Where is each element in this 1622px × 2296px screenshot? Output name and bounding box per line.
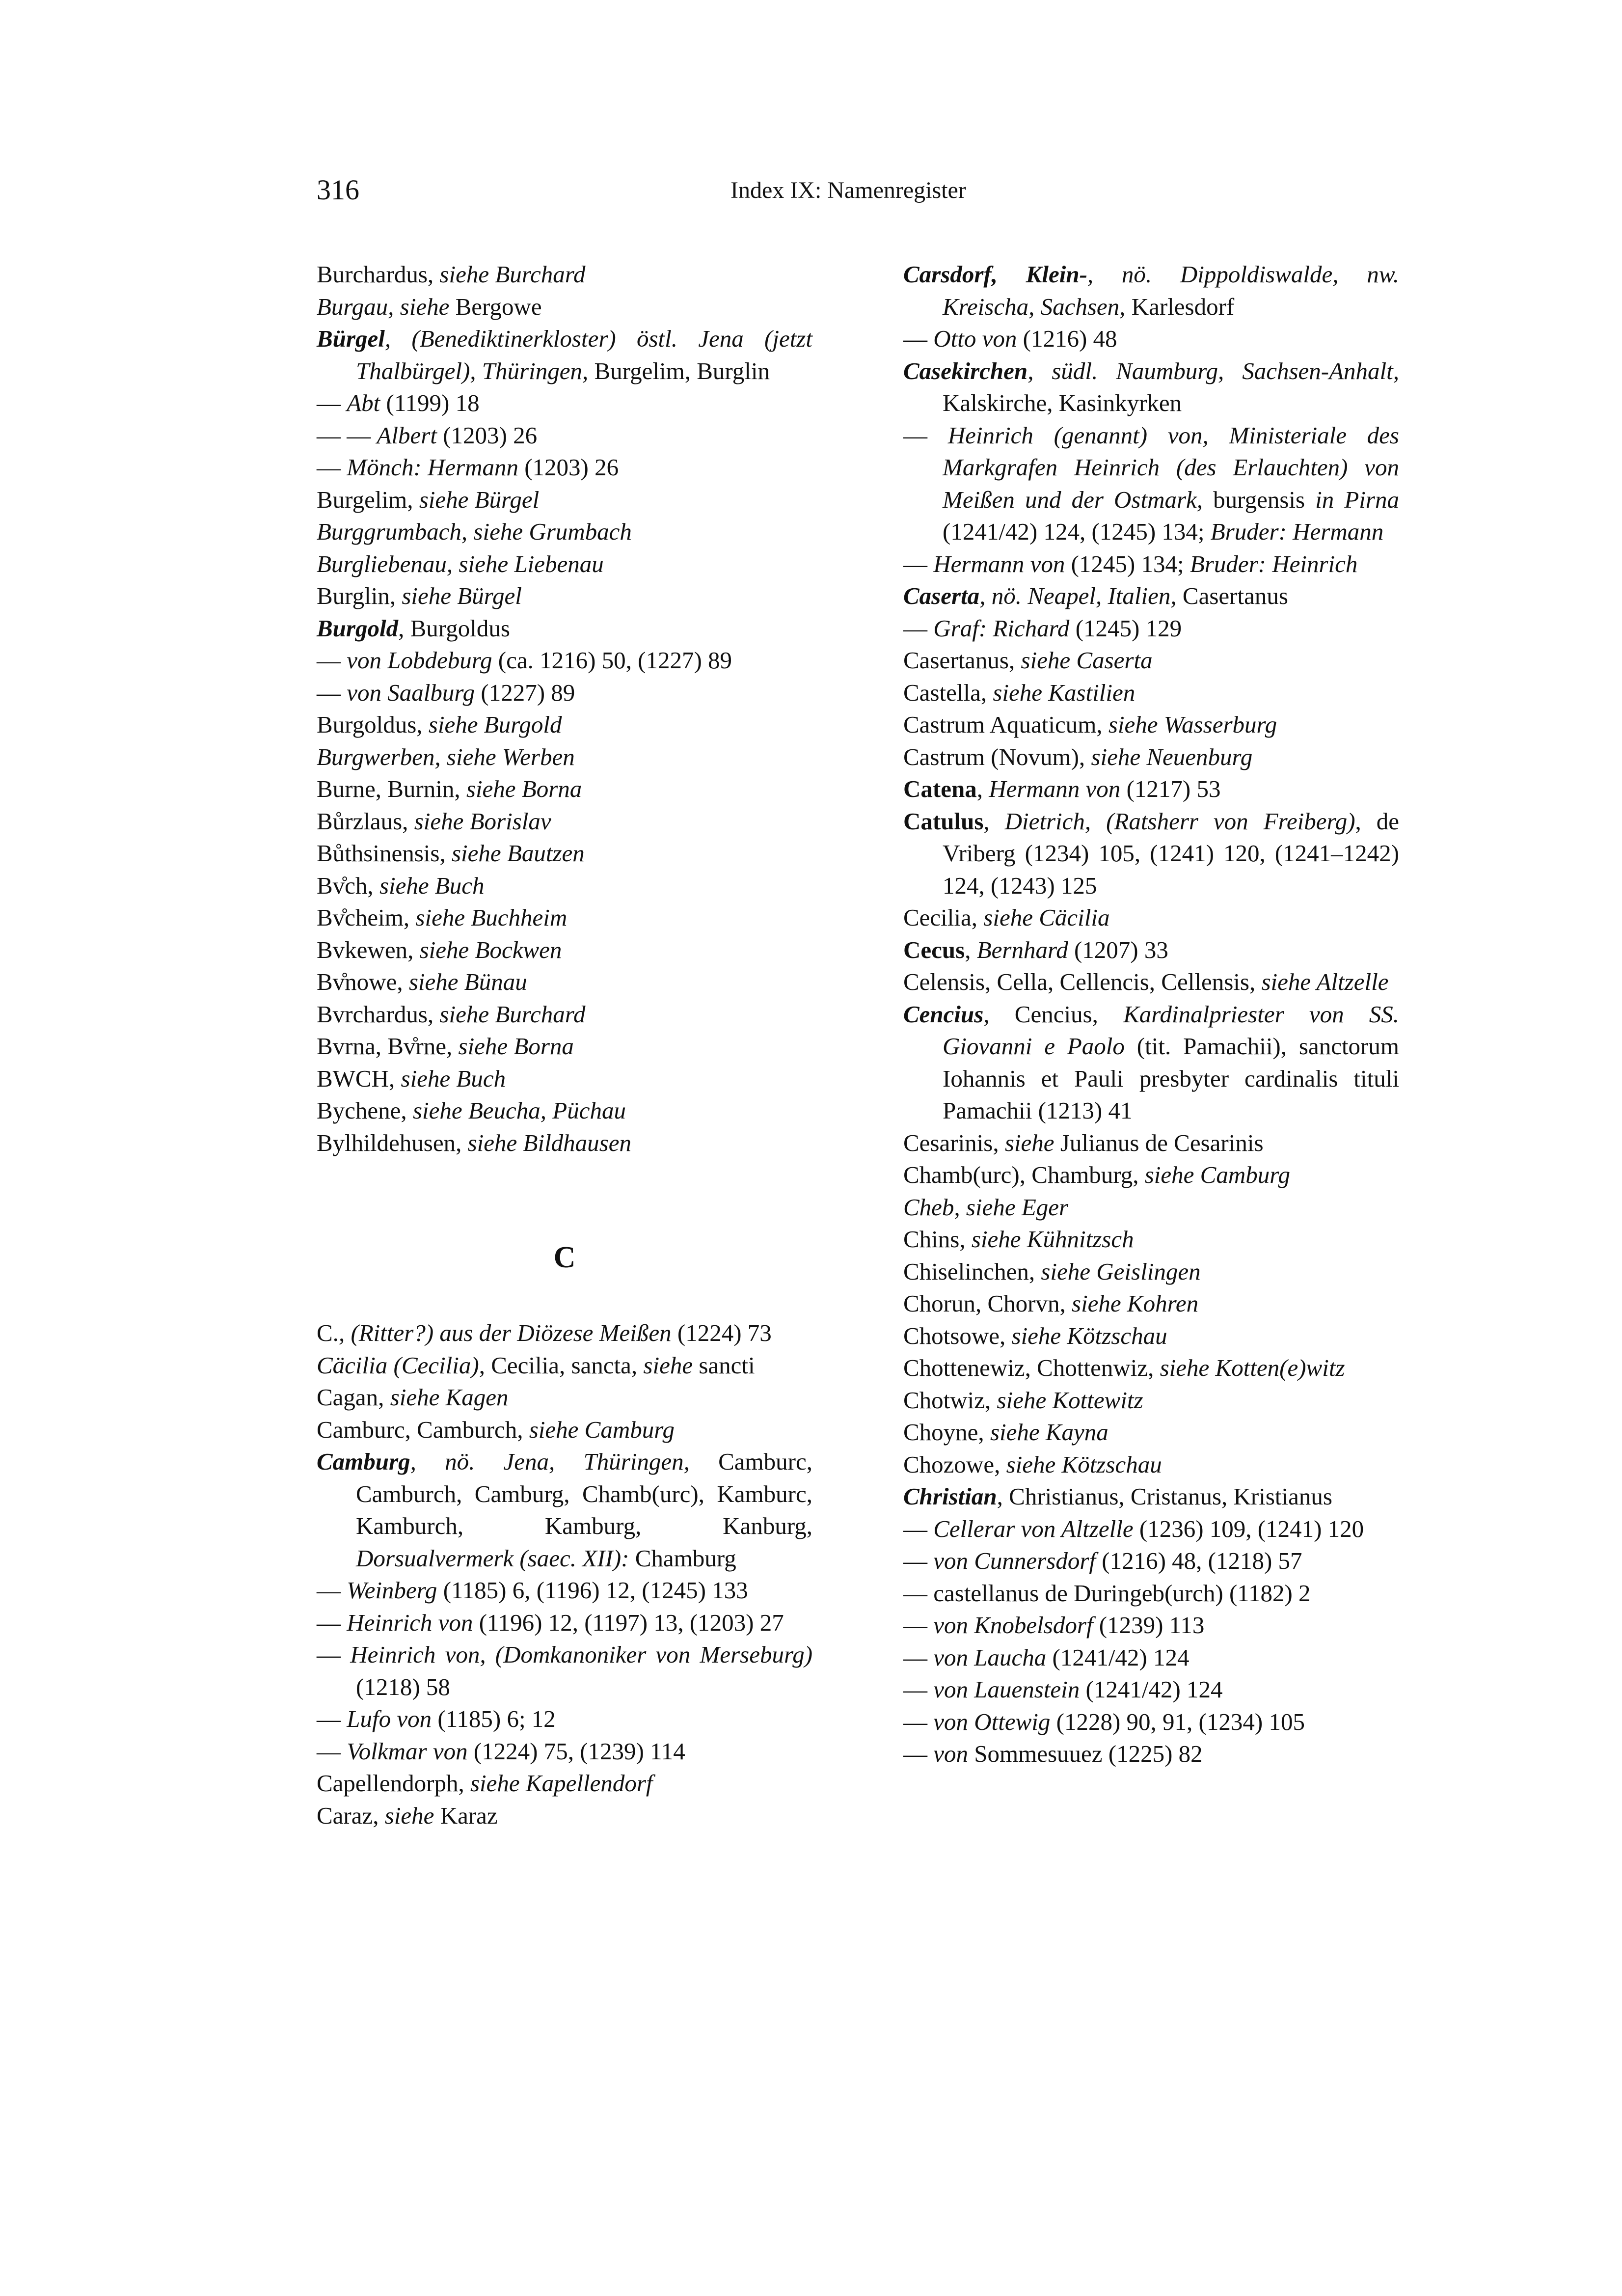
index-entry <box>903 1127 1399 1159</box>
entry-text: siehe Kötzschau <box>1011 1322 1167 1349</box>
entry-text: — <box>903 614 934 642</box>
entry-text: siehe Burgold <box>428 711 562 738</box>
entry-text: Burgelim, <box>317 486 419 513</box>
entry-text: von Lobdeburg <box>347 647 492 674</box>
index-subentry <box>903 1609 1399 1641</box>
entry-text: (1245) 134; <box>1065 550 1190 577</box>
entry-headword: Bürgel <box>317 325 385 352</box>
entry-text: Karaz <box>434 1802 498 1829</box>
entry-text: Weinberg <box>347 1577 437 1604</box>
index-entry <box>317 902 812 934</box>
index-entry <box>903 934 1399 966</box>
entry-text: Chottenewiz, Chottenwiz, <box>903 1354 1160 1381</box>
entry-text: (ca. 1216) 50, (1227) 89 <box>492 647 732 674</box>
entry-text: (1239) 113 <box>1093 1612 1205 1639</box>
index-entry <box>903 1159 1399 1191</box>
entry-text: — <box>903 1547 934 1574</box>
entry-text: , <box>983 807 1005 835</box>
entry-text: Mönch: Hermann <box>347 454 518 481</box>
index-entry <box>903 1320 1399 1352</box>
index-entry <box>903 741 1399 773</box>
page-number: 316 <box>317 174 359 206</box>
entry-text: siehe Borislav <box>414 807 551 835</box>
entry-text: (tit. Pamachii), sanctorum Iohannis et Pauli presbyter cardinalis tituli Pamachii (1213) 41 <box>943 1033 1399 1124</box>
entry-text: Albert <box>377 421 437 449</box>
entry-text: — <box>903 1676 934 1703</box>
entry-text: Bvkewen, <box>317 936 420 963</box>
entry-text: Chamb(urc), Chamburg, <box>903 1161 1145 1188</box>
index-subentry <box>903 1738 1399 1770</box>
entry-headword: Christian <box>903 1483 997 1510</box>
entry-text: Hermann von <box>933 550 1065 577</box>
index-entry <box>317 291 812 323</box>
index-entry <box>903 1191 1399 1224</box>
entry-text: Bvrchardus, <box>317 1000 440 1028</box>
index-subentry <box>903 1673 1399 1706</box>
entry-headword: Caserta <box>903 582 980 609</box>
index-subentry <box>903 1577 1399 1610</box>
index-entry <box>317 773 812 805</box>
index-entry <box>317 709 812 741</box>
entry-text: siehe Kagen <box>390 1384 509 1411</box>
entry-text: Burgau, siehe <box>317 293 456 320</box>
index-entry <box>317 1094 812 1127</box>
index-entry <box>317 1030 812 1063</box>
index-entry <box>317 548 812 580</box>
index-entry <box>903 1223 1399 1256</box>
entry-text: Bychene, <box>317 1097 413 1124</box>
entry-text: siehe Geislingen <box>1041 1257 1201 1285</box>
index-entry <box>903 580 1399 612</box>
entry-text: siehe Burchard <box>439 1000 586 1028</box>
entry-text: siehe Kötzschau <box>1006 1450 1162 1478</box>
entry-text: Burggrumbach, siehe Grumbach <box>317 518 632 545</box>
entry-text: Dietrich, (Ratsherr von Freiberg) <box>1004 807 1355 835</box>
index-entry <box>903 258 1399 323</box>
index-entry <box>903 1287 1399 1320</box>
entry-text: (1216) 48, (1218) 57 <box>1096 1547 1302 1574</box>
entry-text: Bv̊ch, <box>317 872 379 899</box>
entry-text: Chiselinchen, <box>903 1257 1041 1285</box>
entry-text: (1185) 6, (1196) 12, (1245) 133 <box>437 1577 748 1604</box>
index-entry <box>317 612 812 645</box>
entry-text: Cellerar von Altzelle <box>933 1515 1134 1542</box>
entry-text: (1207) 33 <box>1068 936 1168 963</box>
entry-text: Karlesdorf <box>1131 293 1235 320</box>
entry-text: Bernhard <box>976 936 1068 963</box>
entry-text: siehe Kastilien <box>993 679 1135 706</box>
entry-text: siehe Kottewitz <box>997 1386 1143 1414</box>
entry-text: , <box>965 936 977 963</box>
entry-text: Cesarinis, <box>903 1129 1005 1156</box>
index-subentry <box>903 548 1399 580</box>
index-entry <box>317 805 812 838</box>
entry-text: , Cencius, <box>983 1000 1124 1028</box>
entry-text: Burgliebenau, siehe Liebenau <box>317 550 604 577</box>
entry-text: , de Vriberg (1234) 105, (1241) 120, (1241–1242) 124, (1243) 125 <box>943 807 1400 899</box>
running-title: Index IX: Namenregister <box>730 177 966 203</box>
entry-text: (1185) 6; 12 <box>432 1705 556 1732</box>
index-subentry <box>317 644 812 677</box>
index-entry <box>317 580 812 612</box>
entry-text: , Christianus, Cristanus, Kristianus <box>997 1483 1332 1510</box>
entry-text: (1241/42) 124, (1245) 134; <box>943 518 1211 545</box>
index-entry <box>903 677 1399 709</box>
index-entry <box>317 934 812 966</box>
index-entry <box>903 902 1399 934</box>
index-subentry <box>903 419 1399 548</box>
entry-text: Heinrich von, (Domkanoniker von Merseburg) <box>350 1641 813 1668</box>
index-entry <box>317 484 812 516</box>
entry-text: Julianus de Cesarinis <box>1054 1129 1264 1156</box>
index-entry <box>903 355 1399 419</box>
entry-text: siehe <box>384 1802 434 1829</box>
entry-text: Castrum Aquaticum, <box>903 711 1108 738</box>
index-entry <box>317 837 812 870</box>
entry-text: — <box>317 1705 347 1732</box>
entry-text: BWCH, <box>317 1065 401 1092</box>
entry-text: siehe Cäcilia <box>983 904 1110 931</box>
entry-text: Burne, Burnin, <box>317 775 466 802</box>
entry-text: (1196) 12, (1197) 13, (1203) 27 <box>473 1609 784 1636</box>
index-entry <box>903 998 1399 1127</box>
entry-text: siehe Camburg <box>1144 1161 1290 1188</box>
entry-text: Kalskirche, Kasinkyrken <box>943 389 1182 416</box>
entry-text: , Cecilia, sancta, <box>479 1351 644 1379</box>
entry-text: Capellendorph, <box>317 1770 470 1797</box>
entry-text: siehe <box>643 1351 693 1379</box>
entry-text: siehe Kayna <box>990 1419 1108 1446</box>
entry-text: Bv̊cheim, <box>317 904 416 931</box>
entry-text: — <box>317 1641 351 1668</box>
entry-text: siehe Altzelle <box>1261 968 1389 995</box>
entry-text: — <box>903 1515 934 1542</box>
index-entry <box>317 1127 812 1159</box>
entry-text: C. <box>317 1319 339 1346</box>
entry-text: Cagan, <box>317 1384 390 1411</box>
index-entry <box>317 1414 812 1446</box>
entry-text: — — <box>317 421 377 449</box>
index-entry <box>317 870 812 902</box>
entry-text: — <box>903 325 934 352</box>
entry-text: siehe Wasserburg <box>1108 711 1277 738</box>
entry-headword: Catulus <box>903 807 984 835</box>
entry-text: Kardinalpriester von SS. Giovanni e Paolo <box>943 1000 1399 1060</box>
entry-headword: Burgold <box>317 614 399 642</box>
entry-text: (1216) 48 <box>1017 325 1117 352</box>
entry-text: siehe Bürgel <box>419 486 540 513</box>
index-entry <box>317 516 812 548</box>
entry-text: (1241/42) 124 <box>1046 1643 1189 1671</box>
entry-text: Burchardus, <box>317 261 440 288</box>
entry-text: , Burgoldus <box>398 614 510 642</box>
index-subentry <box>903 1641 1399 1674</box>
entry-text: Burglin, <box>317 582 402 609</box>
entry-text: siehe Bünau <box>408 968 527 995</box>
entry-text: siehe Bockwen <box>419 936 562 963</box>
index-subentry <box>903 1513 1399 1545</box>
entry-text: siehe Burchard <box>439 261 586 288</box>
entry-text: Otto von <box>933 325 1017 352</box>
index-entry <box>903 1256 1399 1288</box>
entry-text: Celensis, Cella, Cellencis, Cellensis, <box>903 968 1262 995</box>
entry-text: von Ottewig <box>933 1708 1051 1735</box>
entry-text: — <box>317 1609 347 1636</box>
entry-text: — <box>317 1737 347 1765</box>
entry-text: Bůthsinensis, <box>317 840 452 867</box>
entry-text: siehe Bildhausen <box>467 1129 631 1156</box>
entry-text: Choyne, <box>903 1419 990 1446</box>
index-entry <box>317 1349 812 1382</box>
entries-c-right <box>903 258 1399 1770</box>
entry-text: Cäcilia (Cecilia) <box>317 1351 479 1379</box>
entry-text: — <box>317 454 347 481</box>
index-subentry <box>317 451 812 484</box>
entry-headword: Camburg <box>317 1448 410 1475</box>
entry-text: (1241/42) 124 <box>1080 1676 1223 1703</box>
index-entry <box>317 998 812 1031</box>
entry-text: siehe Bautzen <box>451 840 585 867</box>
entry-text: — <box>903 1643 934 1671</box>
index-entry <box>903 709 1399 741</box>
entry-text: — <box>903 1612 934 1639</box>
entry-text: Castella, <box>903 679 993 706</box>
entry-text: Burgelim, Burglin <box>594 357 770 384</box>
entry-text: von Lauenstein <box>933 1676 1080 1703</box>
entry-text: — <box>317 389 347 416</box>
entry-text: siehe Borna <box>458 1033 574 1060</box>
index-subentry <box>317 1639 812 1703</box>
entry-text: siehe Borna <box>466 775 582 802</box>
entry-text: Dorsualvermerk (saec. XII): <box>356 1544 629 1572</box>
index-entry <box>903 1480 1399 1513</box>
entry-text: siehe Neuenburg <box>1091 743 1253 770</box>
entry-text: — <box>317 647 347 674</box>
entry-text: Burgoldus, <box>317 711 429 738</box>
entry-text: siehe Kotten(e)witz <box>1160 1354 1345 1381</box>
entry-text: (1227) 89 <box>475 679 575 706</box>
index-entry <box>903 1416 1399 1449</box>
entry-text: siehe Bürgel <box>402 582 522 609</box>
entry-text: von Saalburg <box>347 679 475 706</box>
index-subentry <box>903 1545 1399 1577</box>
entry-text: Caraz, <box>317 1802 385 1829</box>
entry-text: Chins, <box>903 1226 972 1253</box>
entry-text: von Laucha <box>933 1643 1047 1671</box>
entry-text: siehe Kühnitzsch <box>971 1226 1134 1253</box>
entry-text: (1224) 73 <box>671 1319 772 1346</box>
entry-text: — <box>317 679 347 706</box>
entry-headword: Cecus <box>903 936 965 963</box>
index-subentry <box>317 419 812 452</box>
index-entry <box>903 1384 1399 1417</box>
index-entry <box>903 773 1399 805</box>
entry-text: Camburc, Camburch, <box>317 1416 529 1443</box>
entry-text: (1203) 26 <box>436 421 538 449</box>
index-entry <box>317 1800 812 1832</box>
index-subentry <box>903 612 1399 645</box>
entry-text: , nö. Jena, Thüringen, <box>410 1448 719 1475</box>
entry-text: — <box>903 1740 934 1767</box>
entry-text: (1199) 18 <box>380 389 480 416</box>
entry-headword: Cencius <box>903 1000 984 1028</box>
index-subentry <box>317 1703 812 1735</box>
entry-text: sancti <box>693 1351 755 1379</box>
entry-text: Chotwiz, <box>903 1386 997 1414</box>
entry-text: , nö. Neapel, Italien, <box>979 582 1183 609</box>
entry-text: , <box>976 775 989 802</box>
entries-c-left <box>317 1317 812 1831</box>
entry-text: Bruder: Hermann <box>1210 518 1384 545</box>
index-entry <box>903 1352 1399 1384</box>
entry-text: , (Ritter?) aus der Diözese Meißen <box>338 1319 672 1346</box>
entry-text: Bylhildehusen, <box>317 1129 468 1156</box>
index-entry <box>317 966 812 998</box>
index-subentry <box>317 677 812 709</box>
entry-text: Casertanus, <box>903 647 1021 674</box>
entry-text: von Knobelsdorf <box>933 1612 1093 1639</box>
entry-text: (1217) 53 <box>1120 775 1221 802</box>
entry-headword: Carsdorf, Klein- <box>903 261 1087 288</box>
entry-text: Casertanus <box>1182 582 1288 609</box>
entry-text: Cheb, siehe Eger <box>903 1193 1069 1221</box>
index-entry <box>317 1063 812 1095</box>
entry-text: — castellanus de Duringeb(urch) (1182) 2 <box>903 1579 1311 1607</box>
index-entry <box>903 644 1399 677</box>
entry-headword: Casekirchen <box>903 357 1028 384</box>
entry-text: siehe Buch <box>401 1065 506 1092</box>
entry-text: — <box>903 421 948 449</box>
entry-text: Cecilia, <box>903 904 984 931</box>
entry-text: von Cunnersdorf <box>933 1547 1096 1574</box>
entry-headword: Catena <box>903 775 977 802</box>
entry-text: (1245) 129 <box>1069 614 1182 642</box>
entry-text: (1203) 26 <box>518 454 619 481</box>
index-entry <box>317 741 812 773</box>
entry-text: — <box>903 1708 934 1735</box>
index-entry <box>903 1449 1399 1481</box>
index-entry <box>317 1381 812 1414</box>
entry-text: (1236) 109, (1241) 120 <box>1133 1515 1364 1542</box>
entry-text: Bůrzlaus, <box>317 807 414 835</box>
left-index-column <box>317 258 812 1831</box>
entry-text: (1218) 58 <box>356 1673 450 1700</box>
entry-text: Burgwerben, siehe Werben <box>317 743 575 770</box>
entry-text: Chotsowe, <box>903 1322 1012 1349</box>
entry-text: Abt <box>347 389 380 416</box>
entry-text: Castrum (Novum), <box>903 743 1091 770</box>
entry-text: siehe Kapellendorf <box>470 1770 653 1797</box>
entry-text: siehe Beucha, Püchau <box>412 1097 626 1124</box>
index-subentry <box>317 1574 812 1607</box>
index-entry <box>903 805 1399 902</box>
entry-text: , nö. Dippoldiswalde, nw. Kreischa, Sachsen, <box>943 261 1400 320</box>
entry-text: Sommesuuez (1225) 82 <box>968 1740 1203 1767</box>
entry-text: Heinrich von <box>347 1609 473 1636</box>
index-subentry <box>317 387 812 419</box>
entry-text: Graf: Richard <box>933 614 1070 642</box>
entry-text: siehe Buchheim <box>415 904 568 931</box>
entry-text: , südl. Naumburg, Sachsen-Anhalt, <box>1027 357 1399 384</box>
entry-text: Bruder: Heinrich <box>1189 550 1358 577</box>
entry-text: Volkmar von <box>347 1737 468 1765</box>
entries-b <box>317 258 812 1159</box>
index-entry <box>317 1767 812 1800</box>
entry-text: Bvrna, Bv̊rne, <box>317 1033 459 1060</box>
index-subentry <box>903 323 1399 355</box>
right-index-column <box>903 258 1399 1770</box>
index-entry <box>903 966 1399 998</box>
entry-text: siehe Caserta <box>1021 647 1153 674</box>
entry-text: burgensis <box>1213 486 1316 513</box>
entry-text: Hermann von <box>989 775 1121 802</box>
entry-text: Heinrich (genannt) von, Ministeriale des Markgrafen Heinrich (des Erlauchten) von Meißen und der Ostmark, <box>943 421 1400 513</box>
entry-text: — <box>903 550 934 577</box>
entry-text: siehe Buch <box>379 872 485 899</box>
entry-text: von <box>933 1740 968 1767</box>
index-subentry <box>317 1607 812 1639</box>
entry-text: Bergowe <box>455 293 542 320</box>
entry-text: siehe Kohren <box>1072 1290 1199 1317</box>
entry-text: in Pirna <box>1315 486 1399 513</box>
entry-text: Chamburg <box>629 1544 736 1572</box>
entry-text: Bv̊nowe, <box>317 968 409 995</box>
index-subentry <box>903 1706 1399 1738</box>
index-entry <box>317 1446 812 1574</box>
entry-text: Chorun, Chorvn, <box>903 1290 1072 1317</box>
index-subentry <box>317 1735 812 1768</box>
index-entry <box>317 258 812 291</box>
entry-text: — <box>317 1577 347 1604</box>
entry-text: Lufo von <box>347 1705 432 1732</box>
index-entry <box>317 323 812 387</box>
entry-text: siehe Camburg <box>529 1416 675 1443</box>
entry-text: Chozowe, <box>903 1450 1006 1478</box>
entry-text: siehe <box>1004 1129 1054 1156</box>
index-entry <box>317 1317 812 1349</box>
entry-text: , (Benediktinerkloster) östl. Jena (jetzt Thalbürgel), Thüringen, <box>356 325 812 384</box>
section-letter-c: C <box>553 1241 576 1274</box>
entry-text: (1228) 90, 91, (1234) 105 <box>1050 1708 1305 1735</box>
entry-text: (1224) 75, (1239) 114 <box>467 1737 685 1765</box>
entry-text: Camburc, Camburch, Camburg, Chamb(urc), Kamburc, Kamburch, Kamburg, Kanburg, <box>356 1448 812 1539</box>
